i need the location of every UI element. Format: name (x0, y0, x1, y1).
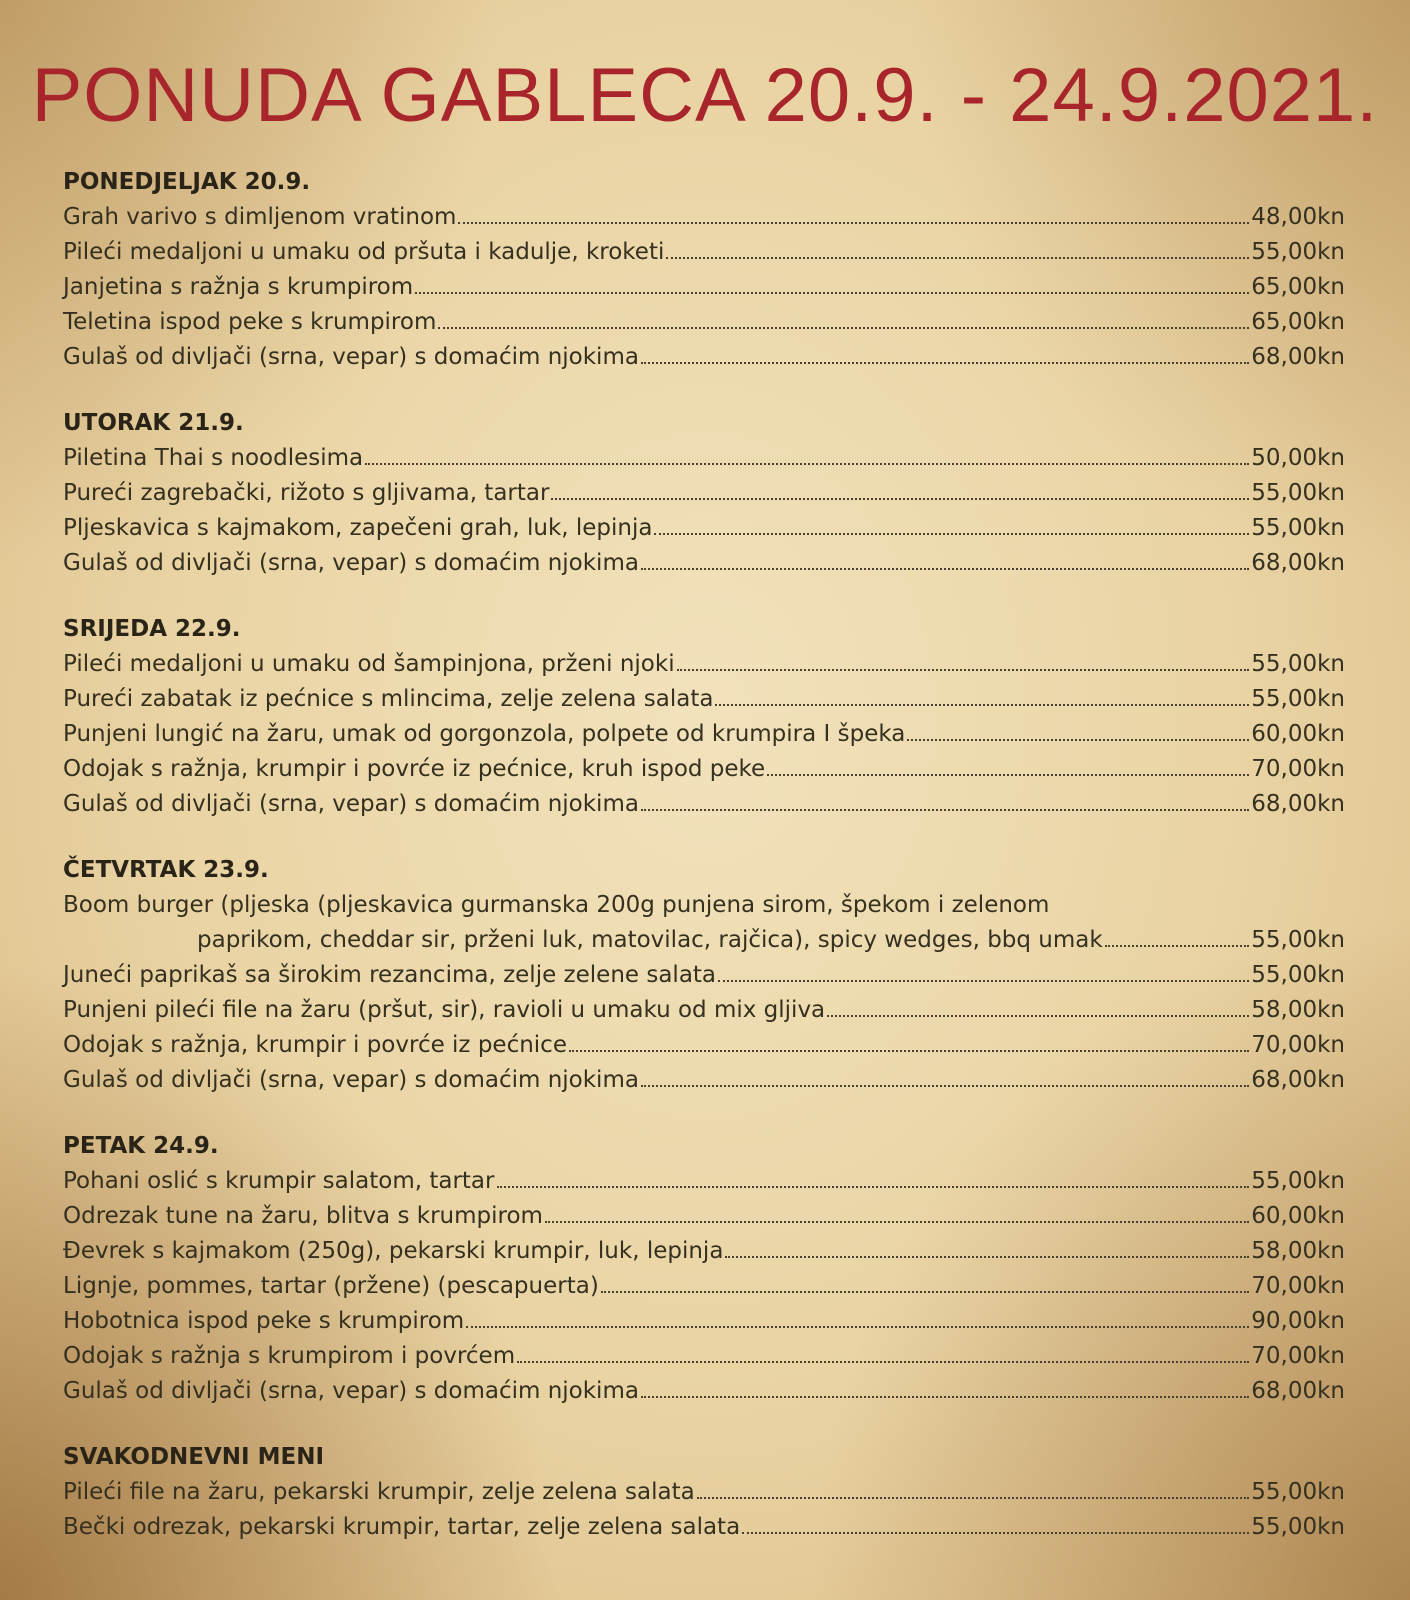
item-price: 55,00kn (1251, 927, 1345, 953)
item-price: 68,00kn (1251, 1067, 1345, 1093)
menu-item (63, 270, 1345, 305)
item-name: Odojak s ražnja, krumpir i povrće iz pećnice, kruh ispod peke (63, 756, 766, 782)
day-section-monday (63, 165, 1345, 375)
dot-leader (641, 1395, 1249, 1398)
dot-leader (517, 1360, 1249, 1363)
item-price: 68,00kn (1251, 791, 1345, 817)
item-price: 90,00kn (1251, 1308, 1345, 1334)
menu-item (63, 546, 1345, 581)
item-price: 65,00kn (1251, 274, 1345, 300)
menu-item (63, 1304, 1345, 1339)
menu-item (63, 1269, 1345, 1304)
menu-item (63, 305, 1345, 340)
dot-leader (677, 668, 1250, 671)
day-section-tuesday (63, 406, 1345, 581)
dot-leader (438, 326, 1249, 329)
item-price: 65,00kn (1251, 309, 1345, 335)
day-heading: SVAKODNEVNI MENI (63, 1444, 325, 1470)
item-name: Janjetina s ražnja s krumpirom (63, 274, 414, 300)
item-price: 58,00kn (1251, 997, 1345, 1023)
item-price: 55,00kn (1251, 480, 1345, 506)
item-price: 70,00kn (1251, 1343, 1345, 1369)
dot-leader (907, 738, 1249, 741)
item-price: 60,00kn (1251, 721, 1345, 747)
dot-leader (497, 1185, 1250, 1188)
dot-leader (545, 1220, 1249, 1223)
dot-leader (725, 1255, 1249, 1258)
dot-leader (767, 773, 1249, 776)
menu-item (63, 340, 1345, 375)
day-heading: ČETVRTAK 23.9. (63, 857, 269, 883)
dot-leader (641, 361, 1249, 364)
dot-leader (551, 497, 1249, 500)
day-section-wednesday (63, 612, 1345, 822)
dot-leader (641, 808, 1249, 811)
day-section-thursday (63, 853, 1345, 1098)
menu-item (63, 787, 1345, 822)
menu-item (63, 1510, 1345, 1545)
item-price: 70,00kn (1251, 1032, 1345, 1058)
item-price: 55,00kn (1251, 1168, 1345, 1194)
menu-item (63, 1339, 1345, 1374)
item-name: Odojak s ražnja, krumpir i povrće iz pećnice (63, 1032, 567, 1058)
dot-leader (718, 979, 1249, 982)
item-name: Teletina ispod peke s krumpirom (63, 309, 437, 335)
menu-item (63, 441, 1345, 476)
dot-leader (697, 1496, 1250, 1499)
item-price: 55,00kn (1251, 651, 1345, 677)
item-name: Đevrek s kajmakom (250g), pekarski krumpir, luk, lepinja (63, 1238, 724, 1264)
dot-leader (827, 1014, 1249, 1017)
item-price: 68,00kn (1251, 344, 1345, 370)
menu-item (63, 682, 1345, 717)
dot-leader (641, 567, 1249, 570)
menu-item (63, 1374, 1345, 1409)
day-heading: UTORAK 21.9. (63, 410, 244, 436)
item-price: 55,00kn (1251, 962, 1345, 988)
menu-item (63, 1199, 1345, 1234)
item-price: 55,00kn (1251, 239, 1345, 265)
dot-leader (641, 1084, 1249, 1087)
item-price: 60,00kn (1251, 1203, 1345, 1229)
menu-item (63, 1028, 1345, 1063)
menu-item (63, 993, 1345, 1028)
item-name-line1: Boom burger (pljeska (pljeskavica gurmanska 200g punjena sirom, špekom i zelenom (63, 892, 1050, 918)
item-price: 68,00kn (1251, 1378, 1345, 1404)
dot-leader (1105, 944, 1250, 947)
item-name: Piletina Thai s noodlesima (63, 445, 364, 471)
menu-item (63, 1234, 1345, 1269)
menu-item-multiline (63, 888, 1345, 958)
menu-item (63, 717, 1345, 752)
item-name: Pileći file na žaru, pekarski krumpir, zelje zelena salata (63, 1479, 695, 1505)
dot-leader (569, 1049, 1249, 1052)
item-price: 55,00kn (1251, 515, 1345, 541)
dot-leader (601, 1290, 1249, 1293)
item-name: Gulaš od divljači (srna, vepar) s domaćim njokima (63, 791, 639, 817)
item-price: 58,00kn (1251, 1238, 1345, 1264)
dot-leader (466, 1325, 1249, 1328)
menu-item (63, 958, 1345, 993)
menu-item (63, 511, 1345, 546)
item-price: 55,00kn (1251, 1479, 1345, 1505)
dot-leader (742, 1531, 1249, 1534)
item-name: Pileći medaljoni u umaku od šampinjona, prženi njoki (63, 651, 675, 677)
menu-item (63, 476, 1345, 511)
menu-item (63, 1063, 1345, 1098)
menu-item-line2 (63, 923, 1345, 958)
item-name: Punjeni lungić na žaru, umak od gorgonzola, polpete od krumpira I špeka (63, 721, 906, 747)
menu-item (63, 200, 1345, 235)
item-price: 55,00kn (1251, 1514, 1345, 1540)
dot-leader (365, 462, 1249, 465)
menu-item (63, 1164, 1345, 1199)
item-name: Juneći paprikaš sa širokim rezancima, zelje zelene salata (63, 962, 717, 988)
dot-leader (715, 703, 1249, 706)
item-name: Pureći zabatak iz pećnice s mlincima, zelje zelena salata (63, 686, 714, 712)
day-heading: PONEDJELJAK 20.9. (63, 169, 311, 195)
dot-leader (458, 221, 1249, 224)
item-price: 68,00kn (1251, 550, 1345, 576)
menu-item (63, 1475, 1345, 1510)
item-price: 48,00kn (1251, 204, 1345, 230)
day-section-daily-menu (63, 1440, 1345, 1545)
menu-item (63, 647, 1345, 682)
page-title: PONUDA GABLECA 20.9. - 24.9.2021. (31, 53, 1379, 138)
day-heading: SRIJEDA 22.9. (63, 616, 241, 642)
dot-leader (415, 291, 1249, 294)
item-name: Gulaš od divljači (srna, vepar) s domaćim njokima (63, 1067, 639, 1093)
item-name: Pljeskavica s kajmakom, zapečeni grah, luk, lepinja (63, 515, 653, 541)
item-name-line2: paprikom, cheddar sir, prženi luk, matovilac, rajčica), spicy wedges, bbq umak (197, 927, 1103, 953)
menu-item (63, 752, 1345, 787)
item-price: 55,00kn (1251, 686, 1345, 712)
item-price: 70,00kn (1251, 1273, 1345, 1299)
dot-leader (654, 532, 1249, 535)
item-price: 70,00kn (1251, 756, 1345, 782)
item-name: Hobotnica ispod peke s krumpirom (63, 1308, 465, 1334)
item-name: Bečki odrezak, pekarski krumpir, tartar, zelje zelena salata (63, 1514, 741, 1540)
item-name: Pureći zagrebački, rižoto s gljivama, tartar (63, 480, 550, 506)
item-name: Grah varivo s dimljenom vratinom (63, 204, 457, 230)
day-section-friday (63, 1129, 1345, 1409)
item-name: Odrezak tune na žaru, blitva s krumpirom (63, 1203, 543, 1229)
menu (63, 165, 1345, 1576)
dot-leader (666, 256, 1249, 259)
item-name: Gulaš od divljači (srna, vepar) s domaćim njokima (63, 344, 639, 370)
item-name: Pohani oslić s krumpir salatom, tartar (63, 1168, 495, 1194)
item-price: 50,00kn (1251, 445, 1345, 471)
item-name: Odojak s ražnja s krumpirom i povrćem (63, 1343, 516, 1369)
item-name: Lignje, pommes, tartar (pržene) (pescapuerta) (63, 1273, 599, 1299)
day-heading: PETAK 24.9. (63, 1133, 219, 1159)
item-name: Pileći medaljoni u umaku od pršuta i kadulje, kroketi (63, 239, 665, 265)
item-name: Gulaš od divljači (srna, vepar) s domaćim njokima (63, 1378, 639, 1404)
menu-item (63, 235, 1345, 270)
item-name: Punjeni pileći file na žaru (pršut, sir), ravioli u umaku od mix gljiva (63, 997, 826, 1023)
item-name: Gulaš od divljači (srna, vepar) s domaćim njokima (63, 550, 639, 576)
